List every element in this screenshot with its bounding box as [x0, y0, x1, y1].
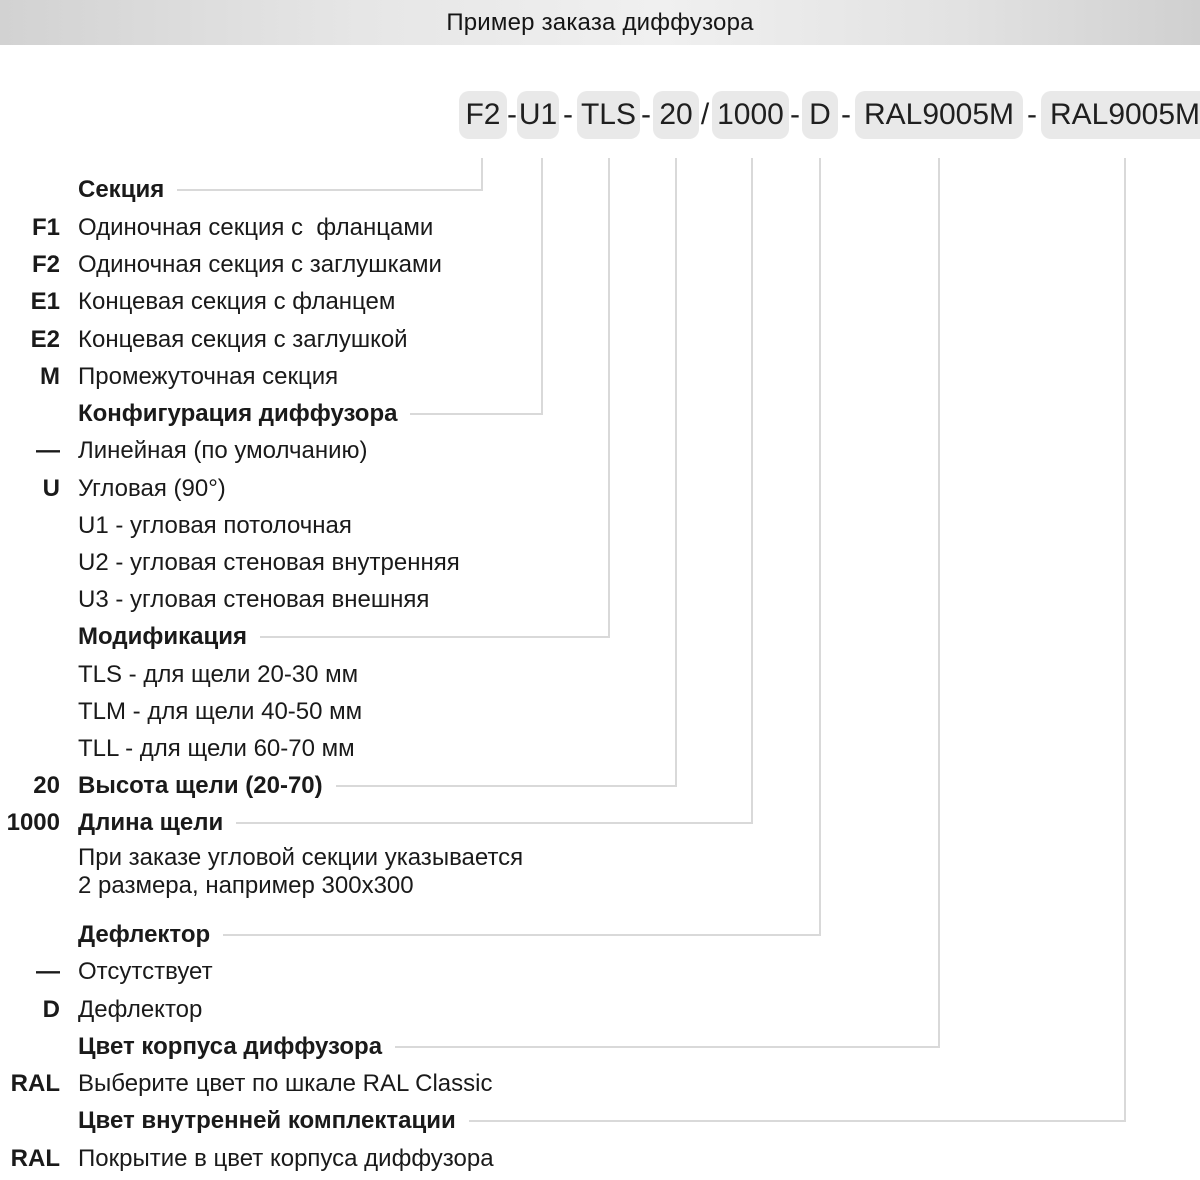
heading-deflector [0, 916, 821, 954]
row-label: TLS - для щели 20-30 мм [78, 661, 359, 688]
legend-row [0, 1140, 494, 1178]
heading-label: Высота щели (20-70) [78, 772, 323, 799]
legend-row [0, 953, 213, 991]
heading-label: Модификация [78, 623, 247, 650]
note-label: При заказе угловой секции указывается [78, 844, 524, 871]
row-label: Концевая секция с заглушкой [78, 326, 408, 353]
code-cell: 20 [33, 772, 60, 799]
heading-inner-color [0, 1102, 1126, 1140]
connector-vline-inner-color [1124, 158, 1126, 1122]
legend-row [0, 358, 338, 396]
note-row [0, 871, 414, 901]
row-label: Отсутствует [78, 958, 213, 985]
code-cell: RAL [10, 1145, 60, 1172]
legend-row [0, 321, 408, 359]
row-label: Дефлектор [78, 996, 203, 1023]
legend-row [0, 507, 352, 545]
connector-vline-modification [608, 158, 610, 638]
page-title: Пример заказа диффузора [446, 8, 754, 36]
connector-vline-body-color [938, 158, 940, 1048]
legend-row [0, 209, 433, 247]
code-separator: - [790, 98, 800, 131]
code-cell: 1000 [6, 809, 60, 836]
connector-hline [236, 822, 753, 824]
code-cell: — [36, 958, 60, 985]
code-segment-inner-color: RAL9005M [1041, 91, 1200, 139]
connector-vline-configuration [541, 158, 543, 415]
connector-vline-deflector [819, 158, 821, 936]
row-label: Концевая секция с фланцем [78, 288, 396, 315]
heading-modification [0, 618, 610, 656]
row-label: Одиночная секция с заглушками [78, 251, 442, 278]
code-cell: E2 [30, 326, 60, 353]
code-segment-slot-height: 20 [653, 91, 699, 139]
legend-row [0, 432, 367, 470]
row-label: Одиночная секция с фланцами [78, 214, 434, 241]
heading-label: Конфигурация диффузора [78, 400, 398, 427]
code-separator: - [641, 98, 651, 131]
row-label: Выберите цвет по шкале RAL Classic [78, 1070, 493, 1097]
heading-body-color [0, 1028, 940, 1066]
legend-row [0, 581, 429, 619]
note-row [0, 843, 523, 873]
connector-hline [260, 636, 610, 638]
code-cell: M [40, 363, 60, 390]
legend-row [0, 544, 460, 582]
legend-row [0, 991, 202, 1029]
heading-label: Секция [78, 176, 165, 203]
heading-label: Дефлектор [78, 921, 211, 948]
code-separator: - [841, 98, 851, 131]
row-label: Угловая (90°) [78, 475, 226, 502]
heading-label: Длина щели [78, 809, 224, 836]
code-separator: - [507, 98, 517, 131]
connector-vline-slot-height [675, 158, 677, 787]
heading-slot-height [0, 767, 677, 805]
code-cell: D [42, 996, 60, 1023]
heading-label: Цвет внутренней комплектации [78, 1107, 456, 1134]
code-separator: - [1027, 98, 1037, 131]
code-cell: F2 [31, 251, 60, 278]
heading-label: Цвет корпуса диффузора [78, 1033, 383, 1060]
note-label: 2 размера, например 300x300 [78, 872, 414, 899]
row-label: TLM - для щели 40-50 мм [78, 698, 363, 725]
row-label: Покрытие в цвет корпуса диффузора [78, 1145, 494, 1172]
code-cell: — [36, 437, 60, 464]
code-segment-deflector: D [802, 91, 838, 139]
legend-row [0, 470, 226, 508]
code-segment-modification: TLS [577, 91, 640, 139]
connector-hline [395, 1046, 940, 1048]
row-label: U3 - угловая стеновая внешняя [78, 586, 430, 613]
code-segment-body-color: RAL9005M [855, 91, 1023, 139]
code-cell: F1 [31, 214, 60, 241]
legend-row [0, 656, 358, 694]
code-separator: / [700, 98, 710, 131]
heading-slot-length [0, 804, 753, 842]
legend-row [0, 246, 442, 284]
code-separator: - [563, 98, 573, 131]
row-label: Линейная (по умолчанию) [78, 437, 368, 464]
legend-row [0, 693, 362, 731]
connector-vline-slot-length [751, 158, 753, 824]
code-segment-section: F2 [459, 91, 507, 139]
connector-hline [469, 1120, 1126, 1122]
row-label: U2 - угловая стеновая внутренняя [78, 549, 460, 576]
row-label: U1 - угловая потолочная [78, 512, 352, 539]
code-segment-slot-length: 1000 [712, 91, 789, 139]
legend-row [0, 730, 355, 768]
heading-section [0, 171, 483, 209]
connector-hline [177, 189, 483, 191]
heading-configuration [0, 395, 543, 433]
code-cell: U [42, 475, 60, 502]
connector-hline [410, 413, 543, 415]
legend-row [0, 283, 395, 321]
code-segment-configuration: U1 [517, 91, 559, 139]
code-cell: RAL [10, 1070, 60, 1097]
code-cell: E1 [30, 288, 60, 315]
row-label: Промежуточная секция [78, 363, 339, 390]
connector-hline [336, 785, 677, 787]
row-label: TLL - для щели 60-70 мм [78, 735, 355, 762]
connector-hline [223, 934, 821, 936]
title-bar [0, 0, 1200, 45]
legend-row [0, 1065, 492, 1103]
